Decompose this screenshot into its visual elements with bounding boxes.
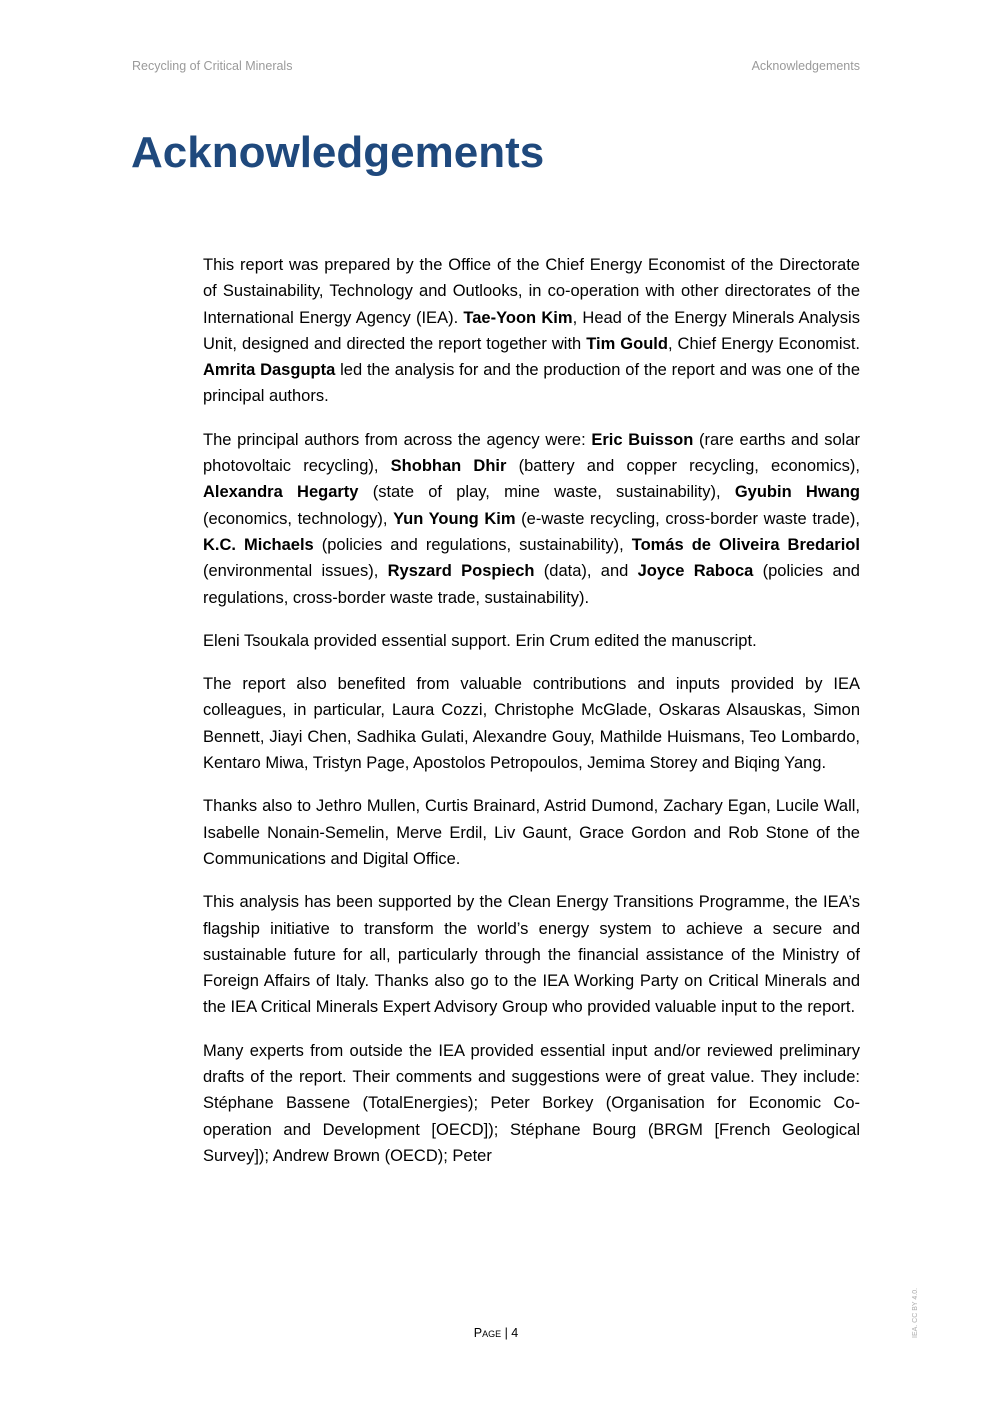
text-run: This report was prepared by the Office of the Chief Energy Economist of the Directorate of Sustainability, Technology and Outlooks, in co-operation with other directorates of the International Energy Agency (IEA). [203, 256, 860, 327]
text-run: (environmental issues), [203, 562, 388, 581]
text-run: (state of play, mine waste, sustainability), [358, 483, 735, 502]
body-text [203, 252, 860, 1186]
text-run: (economics, technology), [203, 509, 394, 528]
author-name: Eric Buisson [591, 430, 694, 449]
text-run: Thanks also to Jethro Mullen, Curtis Brainard, Astrid Dumond, Zachary Egan, Lucile Wall, Isabelle Nonain-Semelin, Merve Erdil, Liv Gaunt, Grace Gordon and Rob Stone of the Communications and Digital Office. [203, 797, 860, 868]
author-name: Joyce Raboca [637, 562, 754, 581]
text-run: led the analysis for and the production of the report and was one of the principal authors. [203, 361, 860, 406]
page-title: Acknowledgements [131, 128, 545, 177]
author-name: Tim Gould [586, 334, 668, 353]
author-name: Tomás de Oliveira Bredariol [631, 535, 860, 554]
page-label: Page [473, 1326, 502, 1340]
text-run: The report also benefited from valuable contributions and inputs provided by IEA colleagues, in particular, Laura Cozzi, Christophe McGlade, Oskaras Alsauskas, Simon Bennett, Jiayi Chen, Sadhika Gulati, Alexandre Gouy, Mathilde Huismans, Teo Lombardo, Kentaro Miwa, Tristyn Page, Apostolos Petropoulos, Jemima Storey and Biqing Yang. [203, 675, 860, 773]
paragraph-7 [203, 1038, 860, 1169]
author-name: Gyubin Hwang [734, 483, 861, 502]
paragraph-4 [203, 671, 860, 776]
paragraph-2 [203, 427, 860, 611]
paragraph-1 [203, 252, 860, 410]
text-run: Many experts from outside the IEA provided essential input and/or reviewed preliminary drafts of the report. Their comments and suggestions were of great value. They include: Stéphane Bassene (TotalEnergies); Peter Borkey (Organisation for Economic Co-operation and Development [OECD]); Stéphane Bourg (BRGM [French Geological Survey]); Andrew Brown (OECD); Peter [203, 1041, 860, 1165]
text-run: (data), and [534, 562, 638, 581]
page-separator: | [501, 1326, 512, 1340]
author-name: K.C. Michaels [203, 535, 314, 554]
paragraph-5 [203, 793, 860, 872]
text-run: , Head of the Energy Minerals Analysis Unit, designed and directed the report together with [203, 308, 860, 353]
paragraph-3 [203, 628, 860, 654]
author-name: Yun Young Kim [393, 509, 516, 528]
text-run: (policies and regulations, cross-border waste trade, sustainability). [203, 562, 860, 607]
license-notice: IEA. CC BY 4.0. [912, 1287, 919, 1338]
author-name: Ryszard Pospiech [387, 562, 535, 581]
running-header-title: Recycling of Critical Minerals [132, 59, 293, 73]
text-run: The principal authors from across the agency were: [203, 430, 592, 449]
page-footer [0, 1326, 992, 1340]
text-run: (rare earths and solar photovoltaic recycling), [203, 430, 860, 476]
text-run: (e-waste recycling, cross-border waste trade), [515, 509, 861, 528]
author-name: Shobhan Dhir [390, 457, 507, 476]
paragraph-6 [203, 889, 860, 1020]
author-name: Amrita Dasgupta [203, 361, 336, 380]
text-run: , Chief Energy Economist. [667, 334, 861, 353]
text-run: (policies and regulations, sustainability), [313, 535, 632, 554]
author-name: Alexandra Hegarty [203, 483, 359, 502]
text-run: (battery and copper recycling, economics), [506, 457, 860, 476]
page-number: 4 [511, 1326, 519, 1340]
running-header-section: Acknowledgements [751, 59, 860, 73]
text-run: Eleni Tsoukala provided essential support. Erin Crum edited the manuscript. [203, 631, 757, 650]
author-name: Tae-Yoon Kim [463, 308, 573, 327]
text-run: This analysis has been supported by the Clean Energy Transitions Programme, the IEA’s flagship initiative to transform the world’s energy system to achieve a secure and sustainable future for all, particularly through the financial assistance of the Ministry of Foreign Affairs of Italy. Thanks also go to the IEA Working Party on Critical Minerals and the IEA Critical Minerals Expert Advisory Group who provided valuable input to the report. [203, 893, 860, 1017]
